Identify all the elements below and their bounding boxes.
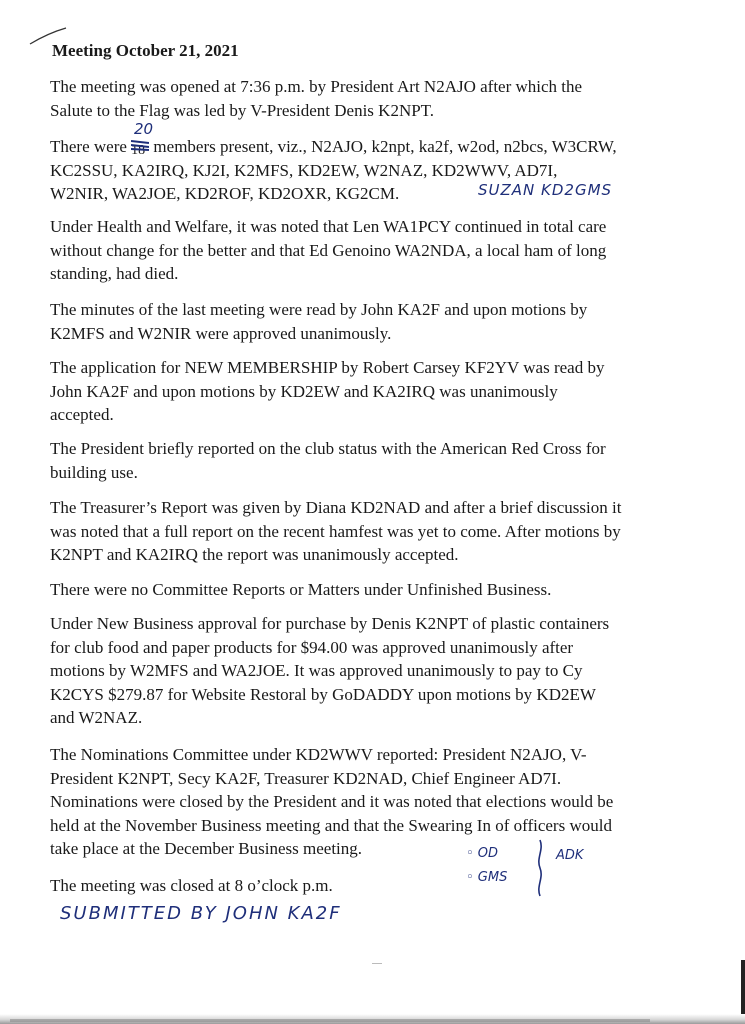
- text-line: The application for NEW MEMBERSHIP by Robert Carsey KF2YV was read by: [50, 358, 605, 377]
- text-line: K2CYS $279.87 for Website Restoral by GoDADDY upon motions by KD2EW: [50, 684, 596, 704]
- text-line: and W2NAZ.: [50, 708, 143, 727]
- paragraph-opening: [50, 75, 700, 122]
- text-line: The meeting was closed at 8 o’clock p.m.: [50, 876, 333, 895]
- text-line: The President briefly reported on the club status with the American Red Cross for: [50, 439, 606, 458]
- paragraph-treasurer: [50, 496, 700, 567]
- paragraph-membership: [50, 356, 700, 427]
- text-line: take place at the December Business meeting.: [50, 839, 363, 858]
- text-line: John KA2F and upon motions by KD2EW and KA2IRQ was unanimously: [50, 381, 558, 401]
- handwritten-added-member: SUZAN KD2GMS: [478, 181, 613, 199]
- text-line: There were no Committee Reports or Matters under Unfinished Business.: [50, 580, 552, 599]
- text-line: was noted that a full report on the recent hamfest was yet to come. After motions by: [50, 521, 621, 541]
- text-line: building use.: [50, 462, 138, 482]
- text-line: The meeting was opened at 7:36 p.m. by President Art N2AJO after which the: [50, 77, 583, 96]
- text-line: held at the November Business meeting and that the Swearing In of officers would: [50, 815, 612, 835]
- text-line: motions by W2MFS and WA2JOE. It was approved unanimously to pay to Cy: [50, 661, 583, 680]
- text-line: President K2NPT, Secy KA2F, Treasurer KD2NAD, Chief Engineer AD7I.: [50, 768, 562, 788]
- handwritten-note-adk: ADK: [556, 848, 584, 863]
- struck-number: 18: [131, 137, 149, 153]
- paragraph-health: [50, 215, 700, 286]
- text-line: Nominations were closed by the President and it was noted that elections would be: [50, 792, 614, 811]
- handwritten-note-gms: ◦ GMS: [466, 870, 508, 885]
- handwritten-signature-line: SUBMITTED BY JOHN KA2F: [60, 903, 342, 924]
- document-title: Meeting October 21, 2021: [52, 41, 239, 60]
- text-line: The Nominations Committee under KD2WWV reported: President N2AJO, V-: [50, 745, 587, 764]
- text-line: Under New Business approval for purchase by Denis K2NPT of plastic containers: [50, 614, 610, 633]
- text-line: without change for the better and that Ed Genoino WA2NDA, a local ham of long: [50, 240, 607, 260]
- paragraph-committee: [50, 578, 700, 602]
- text-line: K2NPT and KA2IRQ the report was unanimously accepted.: [50, 545, 459, 564]
- paragraph-new-business: [50, 612, 700, 730]
- scan-speck: [372, 963, 382, 964]
- text-line: Under Health and Welfare, it was noted that Len WA1PCY continued in total care: [50, 217, 607, 236]
- text-line: The Treasurer’s Report was given by Diana KD2NAD and after a brief discussion it: [50, 498, 622, 517]
- paragraph-closing: [50, 874, 700, 898]
- text-line: KC2SSU, KA2IRQ, KJ2I, K2MFS, KD2EW, W2NAZ, KD2WWV, AD7I,: [50, 160, 558, 180]
- paragraph-nominations: [50, 743, 700, 861]
- text-line: Salute to the Flag was led by V-President Denis K2NPT.: [50, 100, 435, 120]
- text-line: [50, 135, 700, 159]
- paragraph-red-cross: [50, 437, 700, 484]
- attendance-suffix: members present, viz., N2AJO, k2npt, ka2f, w2od, n2bcs, W3CRW,: [153, 137, 617, 156]
- attendance-prefix: There were: [50, 137, 127, 156]
- text-line: K2MFS and W2NIR were approved unanimously.: [50, 323, 392, 343]
- text-line: for club food and paper products for $94.00 was approved unanimously after: [50, 637, 574, 657]
- paragraph-minutes: [50, 298, 700, 345]
- text-line: W2NIR, WA2JOE, KD2ROF, KD2OXR, KG2CM.: [50, 184, 400, 203]
- text-line: accepted.: [50, 405, 114, 424]
- handwritten-count-correction: 20: [134, 120, 154, 138]
- scan-bottom-line: [10, 1019, 650, 1022]
- strike-scribble: [131, 137, 149, 153]
- text-line: The minutes of the last meeting were read by John KA2F and upon motions by: [50, 300, 588, 319]
- handwritten-note-od: ◦ OD: [466, 846, 499, 861]
- text-line: standing, had died.: [50, 264, 179, 283]
